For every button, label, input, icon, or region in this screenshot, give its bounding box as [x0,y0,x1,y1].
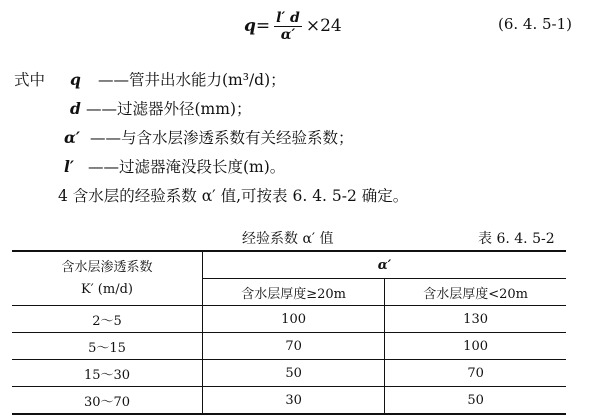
header-permeability-unit: K′ (m/d) [81,281,133,297]
cell-permeability: 30～70 [12,387,203,415]
definition-text: 管井出水能力(m³/d)； [129,71,286,89]
cell-thick: 70 [203,333,385,360]
cell-thick: 100 [203,306,385,333]
definition-dash: —— [86,100,117,118]
coefficient-table [12,250,566,415]
formula-denominator: α′ [280,26,296,43]
cell-thin: 70 [385,360,566,387]
formula-number: (6. 4. 5-1) [497,15,572,33]
formula-fraction [274,10,302,43]
cell-thick: 50 [203,360,385,387]
definition-symbol: d [70,99,81,118]
definition-dash: —— [88,158,119,176]
cell-thin: 50 [385,387,566,415]
formula-equals: = [255,16,271,36]
table-title: 经验系数 α′ 值 [242,231,334,247]
definitions-lead: 式中 [14,71,46,89]
formula-lhs: q [244,16,256,36]
definition-item [70,99,252,119]
definition-symbol: α′ [64,128,81,147]
header-coefficient-group: α′ [203,251,567,279]
definition-dash: —— [98,71,129,89]
table-row [12,306,566,333]
header-thin-layer: 含水层厚度<20m [385,279,566,306]
table-row [12,360,566,387]
cell-thin: 100 [385,333,566,360]
header-permeability-label: 含水层渗透系数 [61,259,153,275]
cell-thick: 30 [203,387,385,415]
table-row [12,333,566,360]
definition-item [70,70,286,90]
definition-text: 过滤器外径(mm)； [117,100,252,118]
definition-text: 与含水层渗透系数有关经验系数； [121,129,354,147]
header-permeability [12,251,203,306]
formula-numerator: l′ d [276,9,300,26]
formula-times: ×24 [305,16,342,36]
header-thick-layer: 含水层厚度≥20m [203,279,385,306]
table-row [12,387,566,415]
note-paragraph: 4 含水层的经验系数 α′ 值,可按表 6. 4. 5-2 确定。 [58,187,409,205]
definition-symbol: q [70,70,81,89]
table-header-row [12,251,566,279]
definition-text: 过滤器淹没段长度(m)。 [119,158,286,176]
definition-item [64,157,285,177]
formula [244,4,342,48]
cell-thin: 130 [385,306,566,333]
cell-permeability: 15～30 [12,360,203,387]
cell-permeability: 5～15 [12,333,203,360]
table-number: 表 6. 4. 5-2 [478,231,555,247]
definition-item [64,128,354,148]
definition-symbol: l′ [64,157,74,176]
cell-permeability: 2～5 [12,306,203,333]
definition-dash: —— [90,129,121,147]
